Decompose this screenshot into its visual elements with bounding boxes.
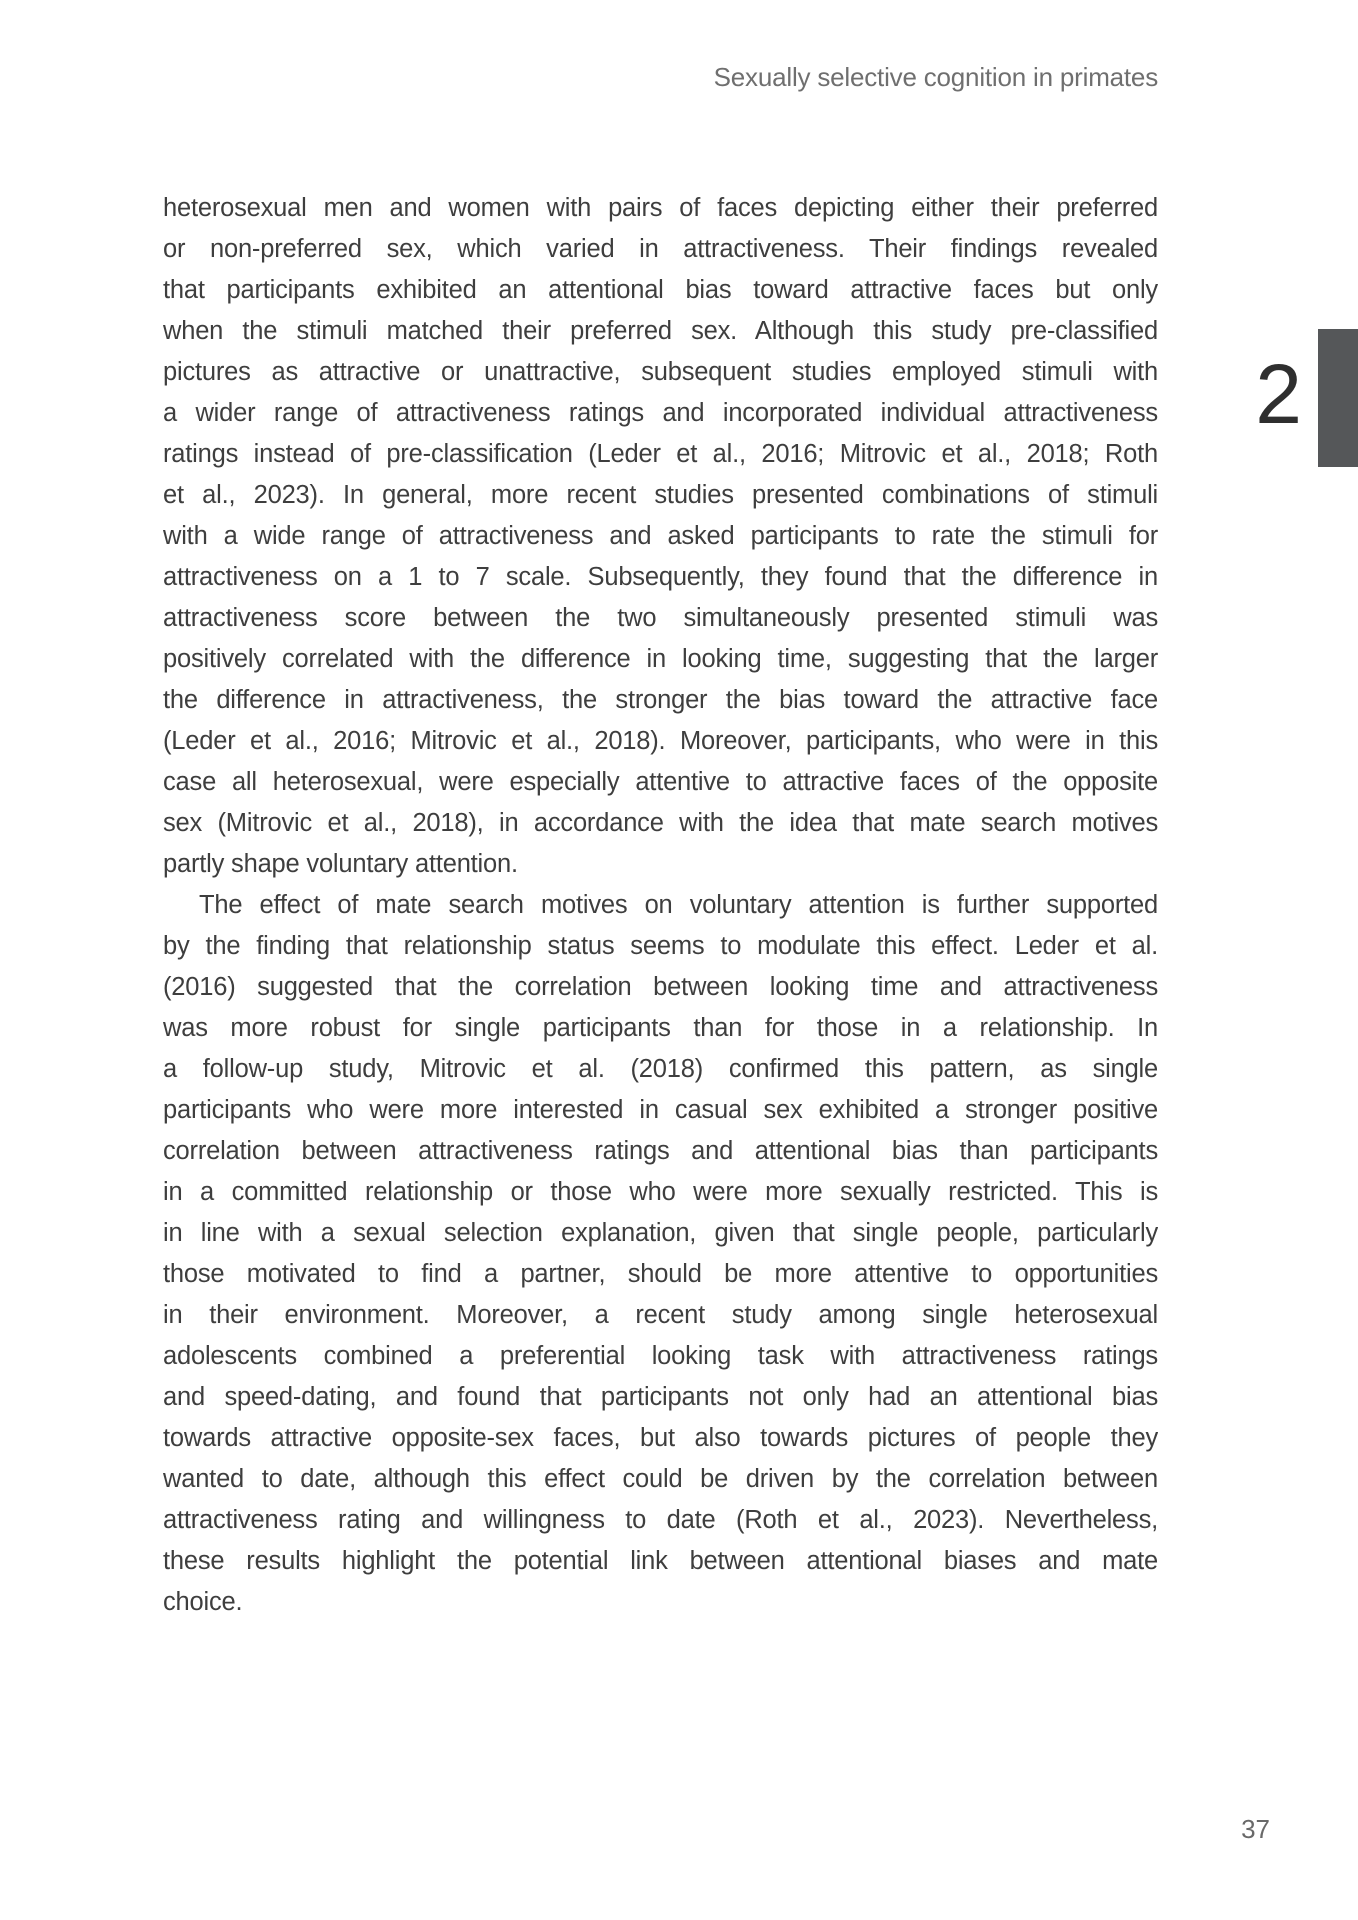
text-line: attractiveness on a 1 to 7 scale. Subsequently, they found that the difference in xyxy=(163,563,1158,591)
text-line: attractiveness score between the two simultaneously presented stimuli was xyxy=(163,604,1158,632)
text-line: The effect of mate search motives on voluntary attention is further supported xyxy=(199,891,1158,919)
text-line: the difference in attractiveness, the stronger the bias toward the attractive face xyxy=(163,686,1158,714)
text-line: (Leder et al., 2016; Mitrovic et al., 2018). Moreover, participants, who were in this xyxy=(163,727,1158,755)
text-line: and speed-dating, and found that participants not only had an attentional bias xyxy=(163,1383,1158,1411)
text-line: towards attractive opposite-sex faces, but also towards pictures of people they xyxy=(163,1424,1158,1452)
text-line: heterosexual men and women with pairs of faces depicting either their preferred xyxy=(163,194,1158,222)
text-line: with a wide range of attractiveness and asked participants to rate the stimuli for xyxy=(163,522,1158,550)
text-line: wanted to date, although this effect could be driven by the correlation between xyxy=(163,1465,1158,1493)
text-line: attractiveness rating and willingness to date (Roth et al., 2023). Nevertheless, xyxy=(163,1506,1158,1534)
text-line: those motivated to find a partner, should be more attentive to opportunities xyxy=(163,1260,1158,1288)
text-line: ratings instead of pre-classification (Leder et al., 2016; Mitrovic et al., 2018; Roth xyxy=(163,440,1158,468)
text-line: by the finding that relationship status seems to modulate this effect. Leder et al. xyxy=(163,932,1158,960)
text-line: positively correlated with the difference in looking time, suggesting that the larger xyxy=(163,645,1158,673)
text-line: correlation between attractiveness ratings and attentional bias than participants xyxy=(163,1137,1158,1165)
text-line: partly shape voluntary attention. xyxy=(163,850,518,878)
page-number: 37 xyxy=(1241,1814,1270,1844)
body-text xyxy=(163,188,1158,1623)
text-line: in a committed relationship or those who were more sexually restricted. This is xyxy=(163,1178,1158,1206)
text-line: a wider range of attractiveness ratings and incorporated individual attractiveness xyxy=(163,399,1158,427)
text-line: that participants exhibited an attentional bias toward attractive faces but only xyxy=(163,276,1158,304)
running-header: Sexually selective cognition in primates xyxy=(713,62,1158,92)
text-line: (2016) suggested that the correlation between looking time and attractiveness xyxy=(163,973,1158,1001)
text-line: case all heterosexual, were especially attentive to attractive faces of the opposite xyxy=(163,768,1158,796)
text-line: when the stimuli matched their preferred sex. Although this study pre-classified xyxy=(163,317,1158,345)
text-line: these results highlight the potential link between attentional biases and mate xyxy=(163,1547,1158,1575)
text-line: was more robust for single participants than for those in a relationship. In xyxy=(163,1014,1158,1042)
text-line: choice. xyxy=(163,1588,243,1616)
chapter-edge-tab xyxy=(1318,329,1358,467)
chapter-number: 2 xyxy=(1255,347,1302,441)
text-line: in line with a sexual selection explanation, given that single people, particularly xyxy=(163,1219,1158,1247)
text-line: pictures as attractive or unattractive, subsequent studies employed stimuli with xyxy=(163,358,1158,386)
text-line: et al., 2023). In general, more recent studies presented combinations of stimuli xyxy=(163,481,1158,509)
text-line: participants who were more interested in casual sex exhibited a stronger positive xyxy=(163,1096,1158,1124)
text-line: a follow-up study, Mitrovic et al. (2018) confirmed this pattern, as single xyxy=(163,1055,1158,1083)
text-line: in their environment. Moreover, a recent study among single heterosexual xyxy=(163,1301,1158,1329)
text-line: or non-preferred sex, which varied in attractiveness. Their findings revealed xyxy=(163,235,1158,263)
text-line: sex (Mitrovic et al., 2018), in accordance with the idea that mate search motives xyxy=(163,809,1158,837)
text-line: adolescents combined a preferential looking task with attractiveness ratings xyxy=(163,1342,1158,1370)
